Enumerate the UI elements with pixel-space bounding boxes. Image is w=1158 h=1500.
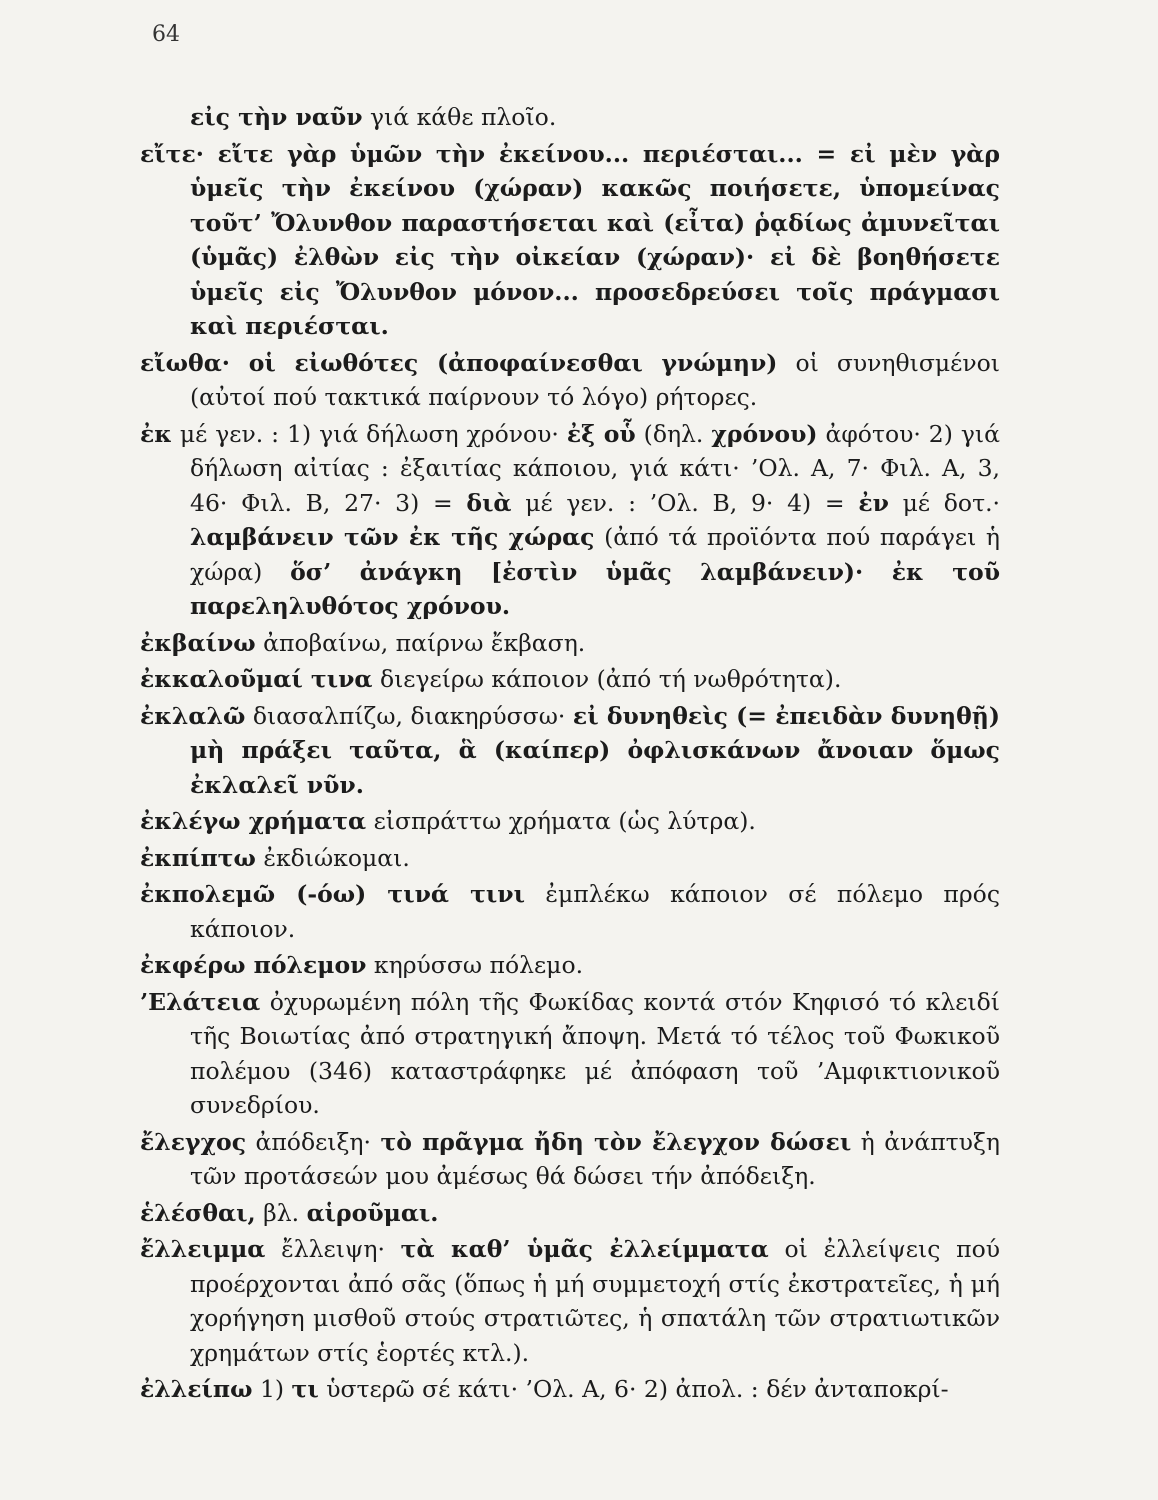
dictionary-entry [140,877,1000,946]
entry-headword: ἐκ [140,419,172,448]
entry-headword: ἐκπολεμῶ (-όω) τινά τινι [140,880,525,908]
entry-headword: τι [291,1375,319,1403]
entry-headword: εἰς τὴν ναῦν [190,103,363,131]
entry-headword: ἑλέσθαι, [140,1198,256,1227]
entry-text: διασαλπίζω, διακηρύσσω· [245,701,573,730]
dictionary-entry [140,1125,1000,1194]
dictionary-entry [140,417,1000,624]
dictionary-entry [140,1232,1000,1370]
entry-text: μέ δοτ.· [888,488,1001,517]
entry-headword: τὰ καθ’ ὑμᾶς ἐλλείμματα [400,1235,769,1263]
entry-headword: ἐκλαλῶ [140,701,246,730]
entry-headword: λαμβάνειν τῶν ἐκ τῆς χώρας [190,523,595,551]
entry-headword: ἐκκαλοῦμαί τινα [140,665,373,693]
entry-text: ὀχυρωμένη πόλη τῆς Φωκίδας κοντά στόν Κηφισό τό κλειδί τῆς Βοιωτίας ἀπό στρατηγική ἄποψη. Μετά τό τέλος τοῦ Φωκικοῦ πολέμου (346) καταστράφηκε μέ ἀπόφαση τοῦ ’Αμφικτιονικοῦ συνεδρίου. [190,987,1000,1119]
entry-text: γιά κάθε πλοῖο. [362,103,557,131]
entry-headword: ἔλλειμμα [140,1235,266,1263]
entry-headword: ἐκλέγω χρήματα [140,807,367,835]
entry-text: ἀποβαίνω, παίρνω ἔκβαση. [255,628,586,657]
entry-text: ἀφότου· 2) γιά δήλωση αἰτίας : ἐξαιτίας κάποιου, γιά κάτι· ’Ολ. Α, 7· Φιλ. Α, 3, 46· Φιλ. Β, 27· 3) = [190,419,1000,517]
dictionary-entry [140,662,1000,697]
entry-headword: ὅσ’ ἀνάγκη [ἐστὶν ὑμᾶς λαμβάνειν)· ἐκ τοῦ παρεληλυθότος χρόνου. [190,557,1000,620]
entry-text: 1) [252,1375,292,1403]
entry-text: ἔλλειψη· [265,1235,401,1263]
entry-text: βλ. [255,1198,307,1227]
entry-headword: ἐκβαίνω [140,628,256,657]
dictionary-entries [140,100,1000,1409]
dictionary-entry [140,1196,1000,1231]
dictionary-entry [140,985,1000,1123]
entry-headword: ἐκπίπτω [140,843,256,872]
entry-headword: ’Ελάτεια [140,987,261,1016]
entry-text: ἐκδιώκομαι. [255,843,410,872]
entry-headword: ἐκφέρω πόλεμον [140,951,367,979]
entry-text: (ἀπό τά προϊόντα πού παράγει ἡ χώρα) [190,523,1000,586]
page-number: 64 [152,22,180,47]
entry-text: μέ γεν. : 1) γιά δήλωση χρόνου· [171,419,567,448]
entry-text: μέ γεν. : ’Ολ. Β, 9· 4) = [511,488,859,517]
entry-text: ἐμπλέκω κάποιον σέ πόλεμο πρός κάποιον. [190,880,1000,943]
entry-headword: τὸ πρᾶγμα ἤδη τὸν ἔλεγχον δώσει [380,1127,852,1156]
entry-text: ἀπόδειξη· [246,1127,381,1156]
entry-text: κηρύσσω πόλεμο. [366,951,584,979]
entry-text: ὑστερῶ σέ κάτι· ’Ολ. Α, 6· 2) ἀπολ. : δέν ἀνταποκρί- [318,1375,949,1403]
entry-headword: ἔλεγχος [140,1127,247,1156]
dictionary-entry [140,137,1000,344]
entry-headword: ἐν [858,488,889,517]
entry-headword: εἰ δυνηθεὶς (= ἐπειδὰν δυνηθῇ) μὴ πράξει ταῦτα, ἃ (καίπερ) ὀφλισκάνων ἄνοιαν ὅμως ἐκλαλεῖ νῦν. [190,701,1000,799]
entry-headword: αἱροῦμαι. [306,1198,439,1227]
dictionary-entry [140,699,1000,803]
dictionary-entry [140,346,1000,415]
dictionary-entry [140,626,1000,661]
dictionary-entry [140,804,1000,839]
entry-headword: χρόνου) [711,419,818,448]
dictionary-entry [140,948,1000,983]
entry-headword: ἐλλείπω [140,1375,253,1403]
entry-text: (δηλ. [635,419,712,448]
entry-headword: εἴωθα· οἱ εἰωθότες (ἀποφαίνεσθαι γνώμην) [140,348,778,377]
dictionary-entry [140,1372,1000,1407]
entry-text: ἡ ἀνάπτυξη τῶν προτάσεών μου ἀμέσως θά δώσει τήν ἀπόδειξη. [190,1127,1000,1190]
dictionary-entry [140,841,1000,876]
entry-headword: ἐξ οὗ [566,419,636,448]
dictionary-entry [140,100,1000,135]
entry-text: διεγείρω κάποιον (ἀπό τή νωθρότητα). [372,665,842,693]
entry-text: οἱ ἐλλείψεις πού προέρχονται ἀπό σᾶς (ὅπως ἡ μή συμμετοχή στίς ἐκστρατεῖες, ἡ μή χορήγηση μισθοῦ στούς στρατιῶτες, ἡ σπατάλη τῶν στρατιωτικῶν χρημάτων στίς ἑορτές κτλ.). [190,1235,1000,1367]
entry-headword: εἴτε· εἴτε γὰρ ὑμῶν τὴν ἐκείνου... περιέσται... = εἰ μὲν γὰρ ὑμεῖς τὴν ἐκείνου (χώραν) κακῶς ποιήσετε, ὑπομείνας τοῦτ’ Ὄλυνθον παραστήσεται καὶ (εἶτα) ῥᾳδίως ἀμυνεῖται (ὑμᾶς) ἐλθὼν εἰς τὴν οἰκείαν (χώραν)· εἰ δὲ βοηθήσετε ὑμεῖς εἰς Ὄλυνθον μόνον... προσεδρεύσει τοῖς πράγμασι καὶ περιέσται. [140,139,1000,340]
entry-text: εἰσπράττω χρήματα (ὡς λύτρα). [366,807,756,835]
entry-headword: διὰ [466,488,512,517]
entry-text: οἱ συνηθισμένοι (αὐτοί πού τακτικά παίρνουν τό λόγο) ρήτορες. [190,348,1001,411]
